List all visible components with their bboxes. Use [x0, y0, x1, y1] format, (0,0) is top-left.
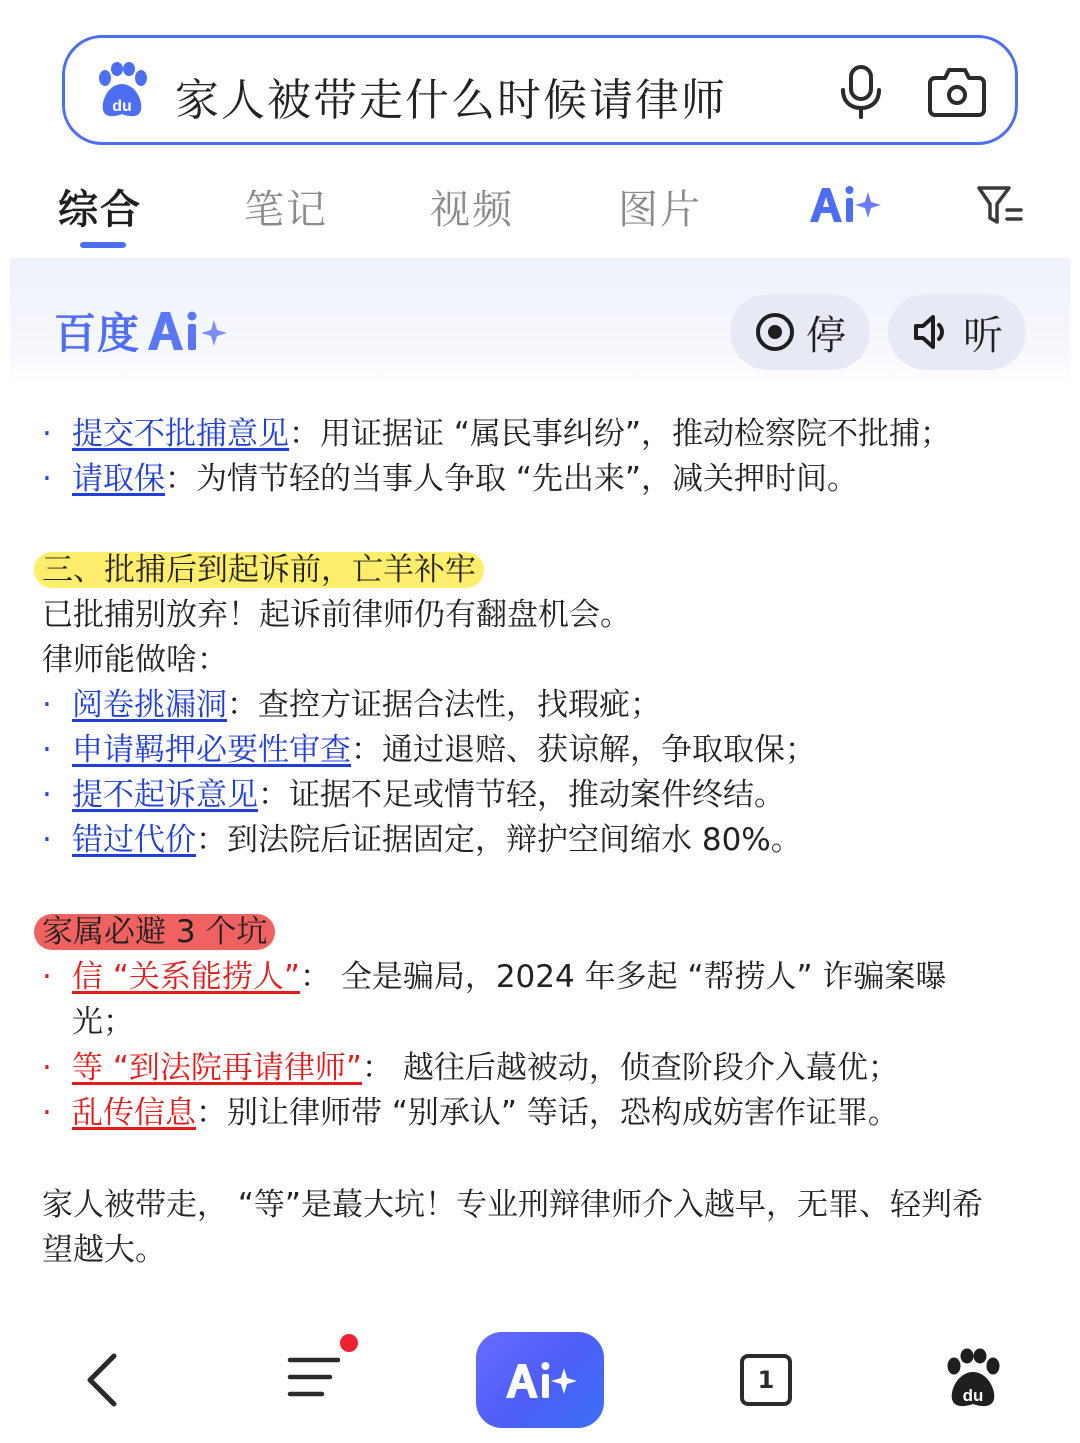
bullet: · [42, 461, 52, 497]
bullet: · [42, 687, 52, 723]
section-heading-text: 家属必避 3 个坑 [34, 914, 275, 950]
item-text: ：到法院后证据固定，辩护空间缩水 80%。 [196, 822, 802, 858]
active-tab-indicator [80, 242, 126, 248]
open-tabs-button[interactable] [740, 1354, 792, 1406]
baidu-home-paw-icon[interactable] [944, 1348, 1002, 1410]
bullet: · [42, 1050, 52, 1086]
bottom-navigation [0, 1320, 1080, 1443]
list-item-continuation: 光； [72, 1004, 134, 1040]
menu-icon[interactable] [284, 1352, 344, 1402]
list-item [42, 683, 661, 727]
camera-icon[interactable] [927, 64, 987, 120]
ai-answer-header [10, 258, 1070, 388]
stop-label: 停 [806, 312, 846, 359]
list-item [42, 773, 785, 817]
microphone-icon[interactable] [837, 64, 885, 120]
item-text: ：通过退赔、获谅解，争取取保； [351, 732, 816, 768]
item-text: ：用证据证 “属民事纠纷”，推动检察院不批捕； [289, 416, 951, 452]
keyword-link[interactable]: 提不起诉意见 [72, 777, 258, 813]
list-item [42, 818, 802, 862]
ai-sparkle-icon [502, 1356, 578, 1404]
svg-text:du: du [962, 1386, 984, 1405]
search-bar[interactable] [62, 35, 1018, 145]
tab-videos[interactable]: 视频 [430, 187, 514, 233]
list-item [42, 1046, 899, 1090]
stop-button[interactable] [730, 294, 870, 370]
item-text: ： 全是骗局，2024 年多起 “帮捞人” 诈骗案曝 [299, 959, 947, 995]
list-item [42, 412, 951, 456]
paragraph: 已批捕别放弃！起诉前律师仍有翻盘机会。 [42, 597, 631, 633]
bullet: · [42, 822, 52, 858]
keyword-link[interactable]: 提交不批捕意见 [72, 416, 289, 452]
keyword-link[interactable]: 乱传信息 [72, 1095, 196, 1131]
section-heading-text: 三、批捕后到起诉前，亡羊补牢 [34, 552, 484, 588]
item-text: ：为情节轻的当事人争取 “先出来”，减关押时间。 [165, 461, 858, 497]
bullet: · [42, 1095, 52, 1131]
list-item [42, 728, 816, 772]
notification-dot [340, 1334, 358, 1352]
keyword-link[interactable]: 请取保 [72, 461, 165, 497]
section-heading [42, 548, 484, 592]
keyword-link[interactable]: 信 “关系能捞人” [72, 959, 300, 995]
svg-text:du: du [112, 98, 132, 115]
back-arrow-icon[interactable] [78, 1350, 126, 1410]
paragraph: 律师能做啥： [42, 642, 228, 678]
list-item [42, 955, 946, 999]
list-item [42, 1091, 899, 1135]
keyword-link[interactable]: 申请羁押必要性审查 [72, 732, 351, 768]
filter-icon[interactable] [976, 184, 1024, 228]
conclusion-line: 望越大。 [42, 1232, 166, 1268]
brand-name: 百度 [54, 309, 141, 358]
keyword-link[interactable]: 错过代价 [72, 822, 196, 858]
baidu-paw-logo-icon [95, 62, 149, 120]
bullet: · [42, 416, 52, 452]
baidu-ai-brand [54, 306, 230, 356]
ai-assistant-button[interactable] [476, 1332, 604, 1428]
item-text: ：证据不足或情节轻，推动案件终结。 [258, 777, 785, 813]
tab-ai-icon[interactable] [806, 180, 882, 228]
tabs-count: 1 [757, 1366, 775, 1394]
stop-icon [754, 311, 796, 353]
bullet: · [42, 777, 52, 813]
bullet: · [42, 732, 52, 768]
listen-button[interactable] [888, 294, 1026, 370]
listen-label: 听 [963, 312, 1003, 359]
search-input[interactable]: 家人被带走什么时候请律师 [175, 75, 727, 126]
tab-notes[interactable]: 笔记 [244, 187, 328, 233]
tab-images[interactable]: 图片 [618, 187, 702, 233]
tab-comprehensive[interactable]: 综合 [58, 187, 142, 233]
item-text: ：别让律师带 “别承认” 等话，恐构成妨害作证罪。 [196, 1095, 899, 1131]
keyword-link[interactable]: 阅卷挑漏洞 [72, 687, 227, 723]
conclusion-line: 家人被带走， “等”是蕞大坑！专业刑辩律师介入越早，无罪、轻判希 [42, 1187, 983, 1223]
ai-sparkle-logo-icon [144, 308, 230, 354]
list-item [42, 457, 858, 501]
bullet: · [42, 959, 52, 995]
item-text: ：查控方证据合法性，找瑕疵； [227, 687, 661, 723]
search-tabs [0, 170, 1080, 250]
section-heading [42, 910, 275, 954]
keyword-link[interactable]: 等 “到法院再请律师” [72, 1050, 362, 1086]
speaker-icon [911, 311, 953, 353]
item-text: ： 越往后越被动，侦查阶段介入蕞优； [361, 1050, 899, 1086]
